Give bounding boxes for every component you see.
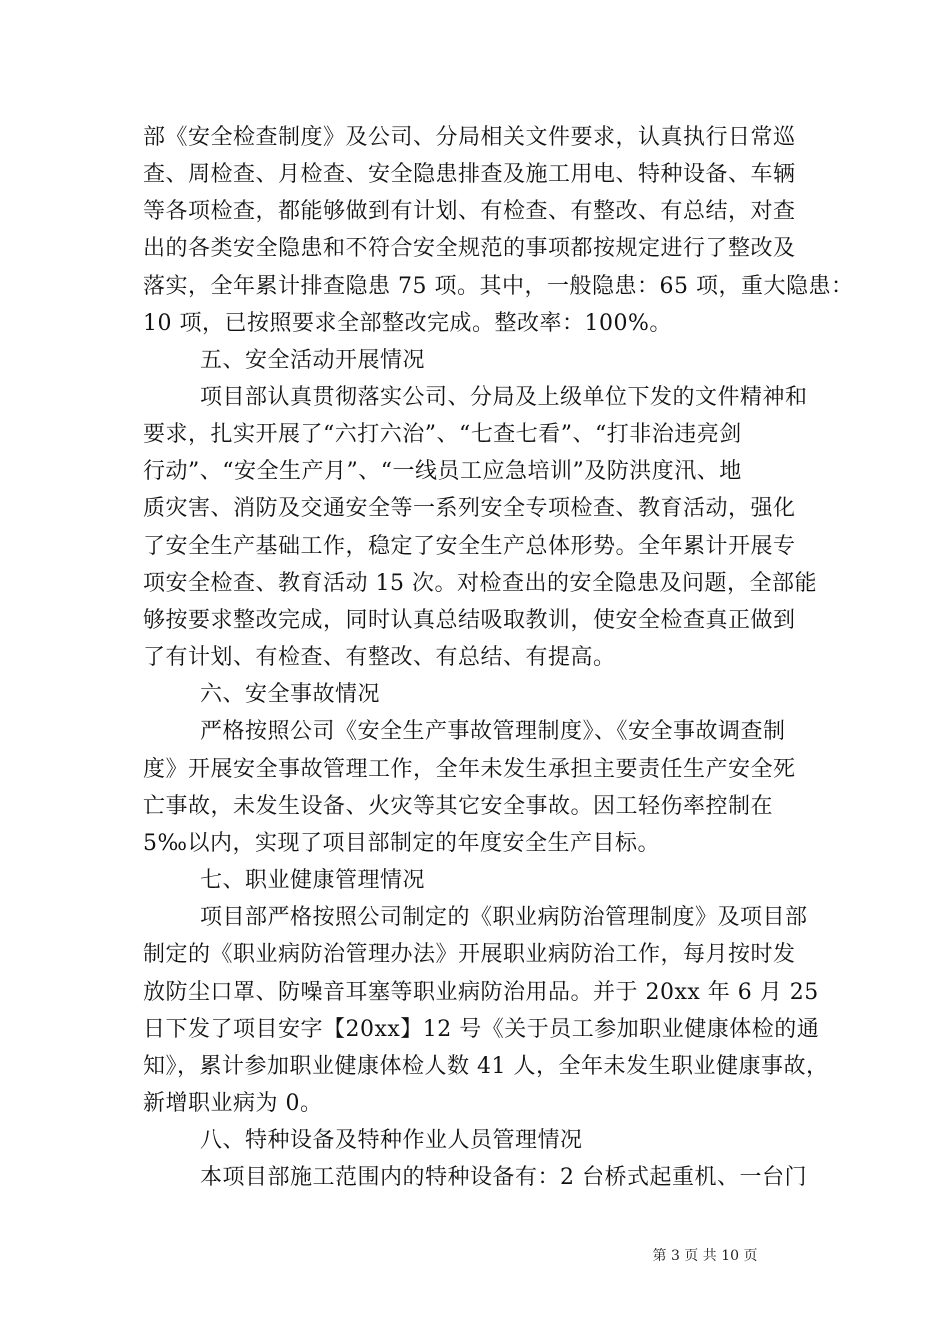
body-text-line: 严格按照公司《安全生产事故管理制度》、《安全事故调查制 xyxy=(200,719,786,744)
body-text-line: 质灾害、消防及交通安全等一系列安全专项检查、教育活动，强化 xyxy=(143,496,796,521)
body-text-line: 出的各类安全隐患和不符合安全规范的事项都按规定进行了整改及 xyxy=(143,236,796,261)
body-text-line: 行动”、“安全生产月”、“一线员工应急培训”及防洪度汛、地 xyxy=(143,459,742,484)
body-text-line: 亡事故，未发生设备、火灾等其它安全事故。因工轻伤率控制在 xyxy=(143,794,774,819)
body-text-line: 本项目部施工范围内的特种设备有：2 台桥式起重机、一台门 xyxy=(200,1165,807,1190)
body-text-line: 5‰以内，实现了项目部制定的年度安全生产目标。 xyxy=(143,831,661,856)
body-text-line: 了有计划、有检查、有整改、有总结、有提高。 xyxy=(143,645,616,670)
body-text-line: 项目部严格按照公司制定的《职业病防治管理制度》及项目部 xyxy=(200,905,808,930)
body-text-line: 够按要求整改完成，同时认真总结吸取教训，使安全检查真正做到 xyxy=(143,608,796,633)
body-text-line: 要求，扎实开展了“六打六治”、“七查七看”、“打非治违亮剑 xyxy=(143,422,742,447)
body-text-line: 新增职业病为 0。 xyxy=(143,1091,323,1116)
body-text-line: 了安全生产基础工作，稳定了安全生产总体形势。全年累计开展专 xyxy=(143,534,796,559)
body-text-line: 项安全检查、教育活动 15 次。对检查出的安全隐患及问题，全部能 xyxy=(143,571,817,596)
body-text-line: 查、周检查、月检查、安全隐患排查及施工用电、特种设备、车辆 xyxy=(143,162,796,187)
body-text-line: 项目部认真贯彻落实公司、分局及上级单位下发的文件精神和 xyxy=(200,385,808,410)
page-footer xyxy=(0,1245,950,1265)
body-text-line: 放防尘口罩、防噪音耳塞等职业病防治用品。并于 20xx 年 6 月 25 xyxy=(143,980,819,1005)
body-text-line: 知》，累计参加职业健康体检人数 41 人，全年未发生职业健康事故， xyxy=(143,1054,829,1079)
section-heading: 八、特种设备及特种作业人员管理情况 xyxy=(200,1128,583,1153)
body-text-line: 度》开展安全事故管理工作，全年未发生承担主要责任生产安全死 xyxy=(143,757,796,782)
body-text-line: 等各项检查，都能够做到有计划、有检查、有整改、有总结，对查 xyxy=(143,199,796,224)
body-text-line: 落实，全年累计排查隐患 75 项。其中，一般隐患：65 项，重大隐患： xyxy=(143,274,854,299)
page-number: 第 3 页 共 10 页 xyxy=(652,1248,758,1264)
section-heading: 五、安全活动开展情况 xyxy=(200,348,426,373)
body-text-line: 制定的《职业病防治管理办法》开展职业病防治工作，每月按时发 xyxy=(143,942,796,967)
body-text-line: 10 项，已按照要求全部整改完成。整改率：100%。 xyxy=(143,311,672,336)
section-heading: 七、职业健康管理情况 xyxy=(200,868,426,893)
body-text-line: 部《安全检查制度》及公司、分局相关文件要求，认真执行日常巡 xyxy=(143,125,796,150)
body-text-line: 日下发了项目安字【20xx】12 号《关于员工参加职业健康体检的通 xyxy=(143,1017,820,1042)
section-heading: 六、安全事故情况 xyxy=(200,682,381,707)
